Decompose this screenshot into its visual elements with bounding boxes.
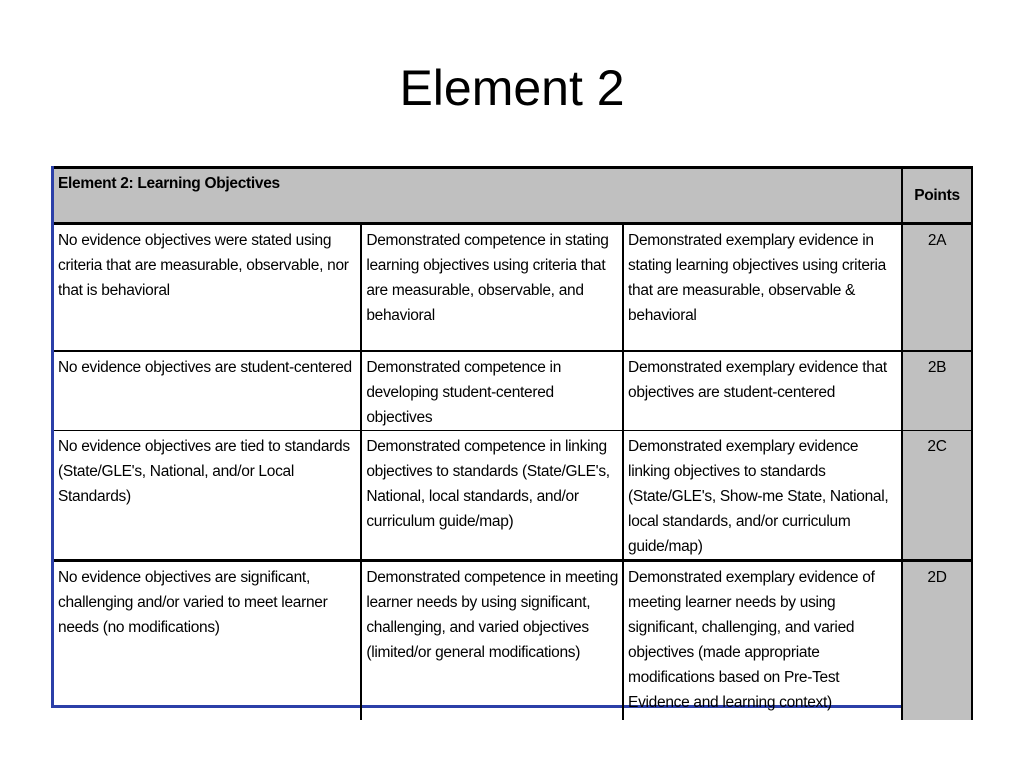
table-row <box>54 561 972 721</box>
not-met-cell: No evidence objectives were stated using criteria that are measurable, observable, nor that is behavioral <box>54 224 361 352</box>
points-column-header: Points <box>902 168 972 224</box>
competent-cell: Demonstrated competence in meeting learner needs by using significant, challenging, and varied objectives (limited/or general modifications) <box>361 561 623 721</box>
not-met-cell: No evidence objectives are significant, challenging and/or varied to meet learner needs (no modifications) <box>54 561 361 721</box>
competent-cell: Demonstrated competence in linking objectives to standards (State/GLE's, National, local standards, and/or curriculum guide/map) <box>361 431 623 561</box>
exemplary-cell: Demonstrated exemplary evidence in stating learning objectives using criteria that are measurable, observable & behavioral <box>623 224 902 352</box>
competent-cell: Demonstrated competence in developing student-centered objectives <box>361 351 623 431</box>
not-met-cell: No evidence objectives are tied to standards (State/GLE's, National, and/or Local Standards) <box>54 431 361 561</box>
competent-cell: Demonstrated competence in stating learning objectives using criteria that are measurable, observable, and behavioral <box>361 224 623 352</box>
exemplary-cell: Demonstrated exemplary evidence of meeting learner needs by using significant, challenging, and varied objectives (made appropriate modifications based on Pre-Test Evidence and learning context) <box>623 561 902 721</box>
exemplary-cell: Demonstrated exemplary evidence that objectives are student-centered <box>623 351 902 431</box>
rubric-table <box>54 166 973 720</box>
table-row <box>54 431 972 561</box>
rubric-header-title: Element 2: Learning Objectives <box>54 168 902 224</box>
table-row <box>54 351 972 431</box>
rubric-table-frame <box>51 166 973 711</box>
table-header-row <box>54 168 972 224</box>
points-cell: 2B <box>902 351 972 431</box>
points-cell: 2A <box>902 224 972 352</box>
table-row <box>54 224 972 352</box>
exemplary-cell: Demonstrated exemplary evidence linking objectives to standards (State/GLE's, Show-me State, National, local standards, and/or curriculum guide/map) <box>623 431 902 561</box>
points-cell: 2D <box>902 561 972 721</box>
points-cell: 2C <box>902 431 972 561</box>
slide-title: Element 2 <box>399 60 625 116</box>
not-met-cell: No evidence objectives are student-centered <box>54 351 361 431</box>
